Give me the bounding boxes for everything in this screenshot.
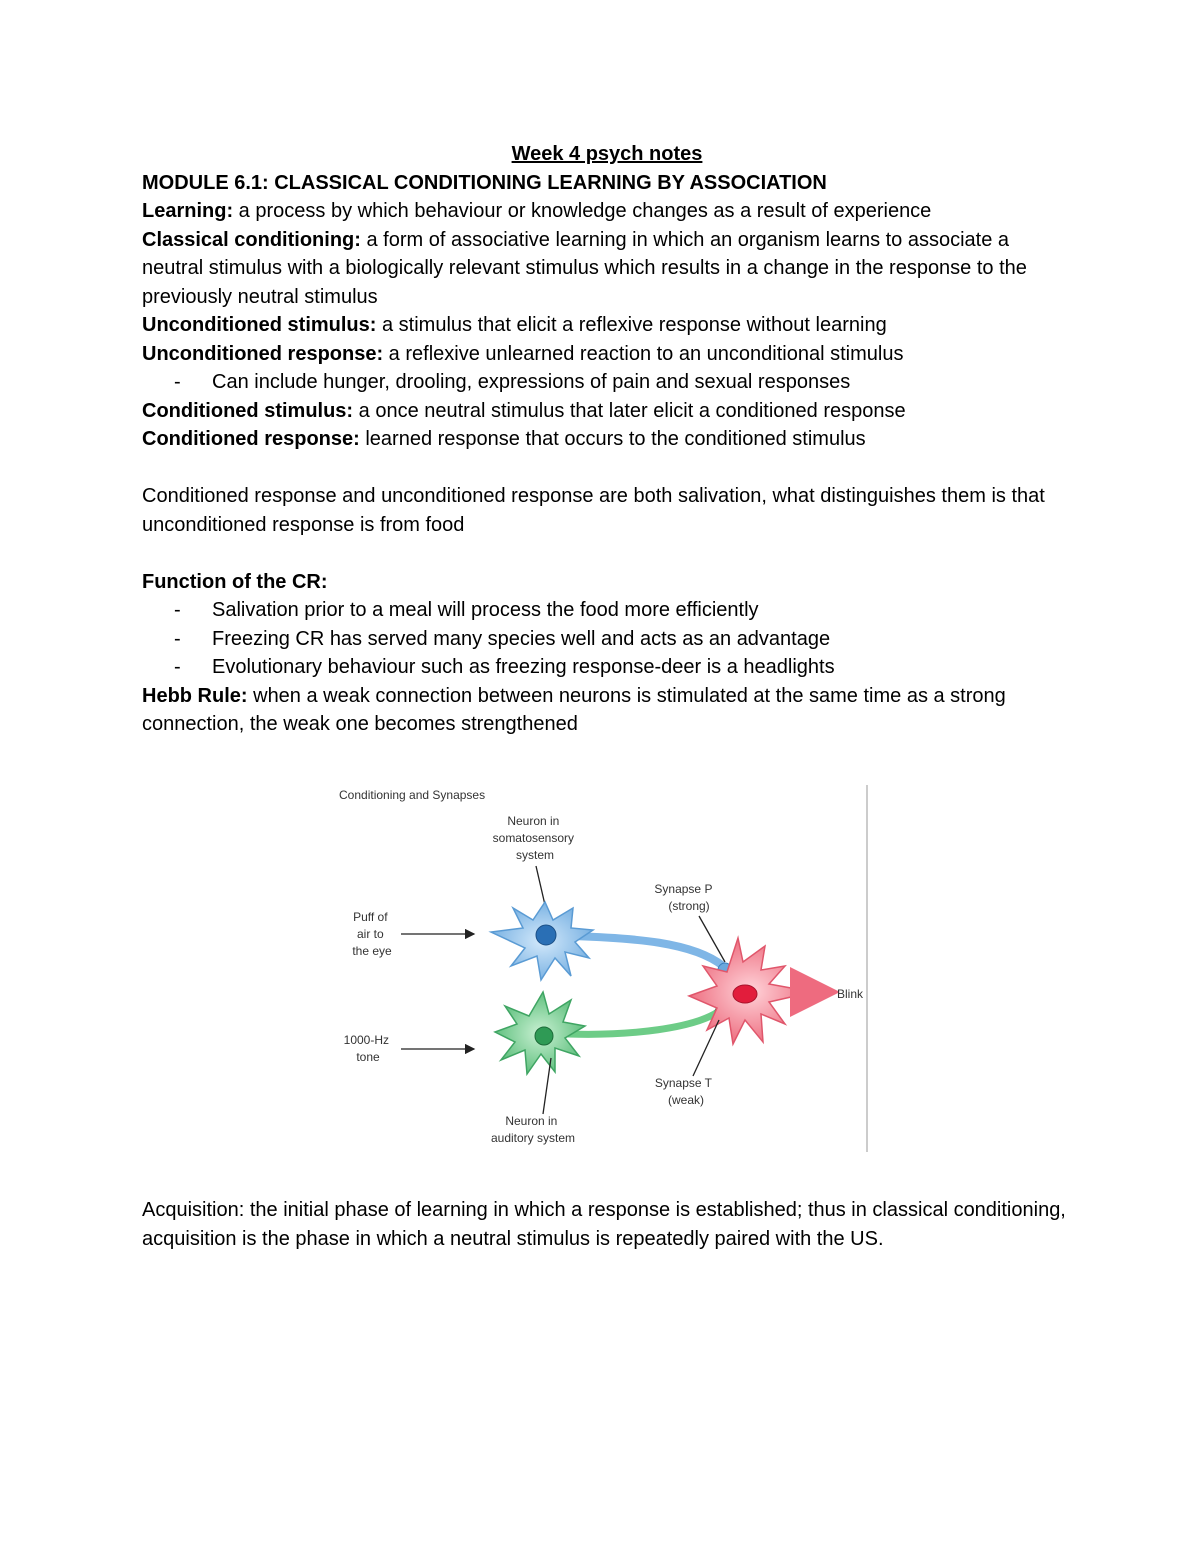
blank-line xyxy=(142,539,1072,568)
label-line: somatosensory xyxy=(492,831,575,845)
def-hebb-rule xyxy=(142,682,1072,739)
def-unconditioned-response xyxy=(142,340,1072,369)
label-line: system xyxy=(515,848,555,862)
pointer-line xyxy=(543,1058,551,1114)
def-learning xyxy=(142,197,1072,226)
blue-axon xyxy=(573,936,723,966)
list-item: - Evolutionary behaviour such as freezing response-deer is a headlights xyxy=(142,653,1072,682)
term: Conditioned stimulus: xyxy=(142,399,354,422)
synapse-p-label xyxy=(654,882,715,913)
list-item: - Can include hunger, drooling, expressions of pain and sexual responses xyxy=(142,368,1072,397)
definition: when a weak connection between neurons is stimulated at the same time as a strong connection, the weak one becomes strengthened xyxy=(142,684,1006,735)
pointer-line xyxy=(693,1020,719,1076)
somatosensory-neuron xyxy=(491,902,593,980)
def-conditioned-response xyxy=(142,425,1072,454)
definition: a form of associative learning in which an organism learns to associate a neutral stimulus with a biologically relevant stimulus which results in a change in the response to the previously neutral stimulus xyxy=(142,228,1027,308)
blink-label: Blink xyxy=(837,987,864,1001)
tone-label xyxy=(344,1033,393,1064)
definition: a process by which behaviour or knowledge changes as a result of experience xyxy=(233,200,932,222)
label-line: (weak) xyxy=(667,1093,705,1107)
term: Conditioned response: xyxy=(142,428,360,450)
definition: a once neutral stimulus that later elicit a conditioned response xyxy=(353,399,906,422)
puff-label xyxy=(352,910,392,958)
label-line: Puff of xyxy=(353,910,388,924)
definition: a reflexive unlearned reaction to an unconditional stimulus xyxy=(383,342,904,365)
definition: a stimulus that elicit a reflexive response without learning xyxy=(376,314,887,336)
term: Hebb Rule: xyxy=(142,684,248,707)
document-body xyxy=(142,140,1072,739)
term: Learning: xyxy=(142,200,234,222)
synapse-t-label xyxy=(655,1076,715,1107)
list-item: - Freezing CR has served many species well and acts as an advantage xyxy=(142,625,1072,654)
def-conditioned-stimulus xyxy=(142,397,1072,426)
definition: learned response that occurs to the conditioned stimulus xyxy=(359,428,866,450)
nucleus xyxy=(535,1027,553,1045)
label-line: air to xyxy=(356,927,384,941)
label-line: Neuron in xyxy=(505,1114,558,1128)
ur-bullet-list xyxy=(142,368,1072,397)
term: Unconditioned stimulus: xyxy=(142,314,377,336)
auditory-neuron xyxy=(495,992,585,1074)
def-classical-conditioning xyxy=(142,226,1072,312)
cr-ur-paragraph: Conditioned response and unconditioned response are both salivation, what distinguishes them is that unconditioned response is from food xyxy=(142,485,1045,536)
blank-line xyxy=(142,454,1072,483)
def-unconditioned-stimulus xyxy=(142,311,1072,340)
label-line: 1000-Hz xyxy=(343,1033,390,1047)
figure-title: Conditioning and Synapses xyxy=(339,788,486,802)
label-line: auditory system xyxy=(490,1131,576,1145)
term: Unconditioned response: xyxy=(142,342,384,365)
green-axon xyxy=(568,1012,718,1034)
term: Classical conditioning: xyxy=(142,228,361,251)
label-line: Neuron in xyxy=(507,814,560,828)
document-title: Week 4 psych notes xyxy=(511,143,703,165)
function-bullet-list xyxy=(142,596,1072,682)
nucleus xyxy=(536,925,556,945)
label-line: (strong) xyxy=(668,899,710,913)
module-heading: MODULE 6.1: CLASSICAL CONDITIONING LEARNING BY ASSOCIATION xyxy=(142,171,827,194)
auditory-label xyxy=(491,1114,575,1145)
label-line: Synapse T xyxy=(654,1076,712,1090)
list-item: - Salivation prior to a meal will process the food more efficiently xyxy=(142,596,1072,625)
nucleus xyxy=(733,985,757,1003)
somatosensory-label xyxy=(493,814,578,862)
label-line: Synapse P xyxy=(654,882,713,896)
label-line: tone xyxy=(356,1050,380,1064)
label-line: the eye xyxy=(352,944,392,958)
conditioning-synapses-figure xyxy=(333,780,873,1155)
acquisition-paragraph: Acquisition: the initial phase of learning in which a response is established; thus in classical conditioning, acquisition is the phase in which a neutral stimulus is repeatedly paired with the US. xyxy=(142,1199,1066,1250)
function-heading: Function of the CR: xyxy=(142,570,328,593)
